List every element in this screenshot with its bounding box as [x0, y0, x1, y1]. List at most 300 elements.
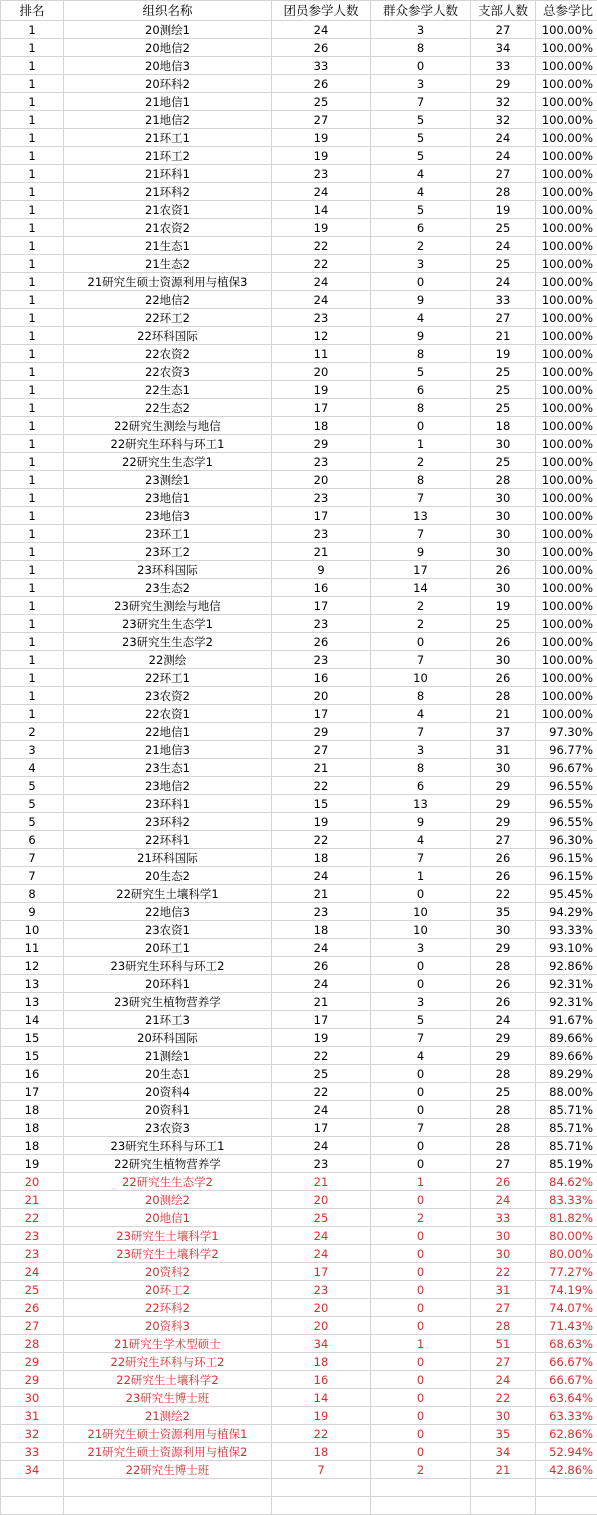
public-members-cell: 8	[371, 345, 471, 363]
league-members-cell: 26	[272, 75, 371, 93]
public-members-cell: 0	[371, 975, 471, 993]
public-members-cell: 0	[371, 957, 471, 975]
league-members-cell: 24	[272, 1245, 371, 1263]
rank-cell: 5	[1, 777, 64, 795]
public-members-cell: 0	[371, 1443, 471, 1461]
league-members-cell: 23	[272, 165, 371, 183]
participation-ratio-cell: 92.86%	[536, 957, 597, 975]
table-row	[1, 219, 597, 237]
participation-ratio-cell: 96.30%	[536, 831, 597, 849]
participation-ratio-cell: 89.66%	[536, 1029, 597, 1047]
org-name-cell: 21研究生硕士资源利用与植保2	[64, 1443, 272, 1461]
table-row	[1, 543, 597, 561]
participation-ratio-cell: 100.00%	[536, 363, 597, 381]
table-row	[1, 795, 597, 813]
participation-ratio-cell: 100.00%	[536, 219, 597, 237]
league-members-cell: 18	[272, 921, 371, 939]
branch-size-cell: 27	[471, 1299, 536, 1317]
rank-cell: 1	[1, 381, 64, 399]
org-name-cell: 21环科1	[64, 165, 272, 183]
branch-size-cell: 25	[471, 453, 536, 471]
league-members-cell: 19	[272, 219, 371, 237]
table-row	[1, 345, 597, 363]
public-members-cell: 0	[371, 1353, 471, 1371]
table-row	[1, 633, 597, 651]
rank-cell: 7	[1, 867, 64, 885]
org-name-cell: 23环科1	[64, 795, 272, 813]
org-name-cell: 21农资2	[64, 219, 272, 237]
table-row	[1, 1083, 597, 1101]
table-row	[1, 615, 597, 633]
participation-ratio-cell: 100.00%	[536, 237, 597, 255]
rank-cell: 17	[1, 1083, 64, 1101]
participation-ratio-cell: 93.33%	[536, 921, 597, 939]
public-members-cell: 4	[371, 705, 471, 723]
rank-cell: 20	[1, 1173, 64, 1191]
branch-size-cell: 29	[471, 795, 536, 813]
org-name-cell: 21环科2	[64, 183, 272, 201]
branch-size-cell: 26	[471, 975, 536, 993]
participation-ratio-cell: 100.00%	[536, 525, 597, 543]
org-name-cell: 23地信1	[64, 489, 272, 507]
table-row	[1, 1335, 597, 1353]
branch-size-cell: 25	[471, 219, 536, 237]
branch-size-cell: 30	[471, 489, 536, 507]
league-members-cell: 20	[272, 1299, 371, 1317]
public-members-cell: 5	[371, 1011, 471, 1029]
table-row	[1, 1317, 597, 1335]
branch-size-cell: 35	[471, 1425, 536, 1443]
rank-cell: 1	[1, 219, 64, 237]
participation-ratio-cell: 80.00%	[536, 1227, 597, 1245]
league-members-cell: 22	[272, 831, 371, 849]
rank-cell: 13	[1, 993, 64, 1011]
public-members-cell: 1	[371, 1173, 471, 1191]
participation-ratio-cell: 100.00%	[536, 705, 597, 723]
league-members-cell: 16	[272, 669, 371, 687]
rank-cell: 1	[1, 147, 64, 165]
table-row	[1, 489, 597, 507]
rank-cell: 34	[1, 1461, 64, 1479]
league-members-cell: 18	[272, 849, 371, 867]
org-name-cell: 22研究生环科与环工2	[64, 1353, 272, 1371]
public-members-cell: 9	[371, 543, 471, 561]
table-row	[1, 1011, 597, 1029]
branch-size-cell: 25	[471, 255, 536, 273]
table-row	[1, 1101, 597, 1119]
participation-ratio-cell: 88.00%	[536, 1083, 597, 1101]
rank-cell: 32	[1, 1425, 64, 1443]
participation-ratio-cell: 100.00%	[536, 651, 597, 669]
league-members-cell: 23	[272, 615, 371, 633]
rank-cell: 24	[1, 1263, 64, 1281]
rank-cell: 15	[1, 1029, 64, 1047]
org-name-cell: 23研究生测绘与地信	[64, 597, 272, 615]
public-members-cell: 0	[371, 1155, 471, 1173]
rank-cell: 1	[1, 615, 64, 633]
rank-cell: 1	[1, 327, 64, 345]
public-members-cell: 7	[371, 525, 471, 543]
table-row	[1, 993, 597, 1011]
rank-cell: 8	[1, 885, 64, 903]
public-members-cell: 4	[371, 183, 471, 201]
org-name-cell: 22生态2	[64, 399, 272, 417]
participation-ratio-cell: 100.00%	[536, 273, 597, 291]
league-members-cell: 19	[272, 381, 371, 399]
branch-size-cell: 19	[471, 201, 536, 219]
participation-ratio-cell: 96.15%	[536, 849, 597, 867]
public-members-cell: 0	[371, 1407, 471, 1425]
league-members-cell: 17	[272, 597, 371, 615]
participation-ratio-cell: 93.10%	[536, 939, 597, 957]
branch-size-cell: 30	[471, 543, 536, 561]
table-row	[1, 1245, 597, 1263]
participation-ratio-cell: 81.82%	[536, 1209, 597, 1227]
public-members-cell: 9	[371, 291, 471, 309]
rank-cell: 16	[1, 1065, 64, 1083]
public-members-cell: 14	[371, 579, 471, 597]
table-row	[1, 471, 597, 489]
org-name-cell: 21地信1	[64, 93, 272, 111]
branch-size-cell: 25	[471, 1083, 536, 1101]
participation-ratio-cell: 91.67%	[536, 1011, 597, 1029]
rank-cell: 1	[1, 201, 64, 219]
empty-cell	[536, 1479, 597, 1497]
table-row	[1, 687, 597, 705]
table-row	[1, 1353, 597, 1371]
league-members-cell: 17	[272, 705, 371, 723]
participation-ratio-cell: 100.00%	[536, 327, 597, 345]
table-row	[1, 597, 597, 615]
branch-size-cell: 24	[471, 273, 536, 291]
public-members-cell: 0	[371, 1317, 471, 1335]
league-members-cell: 24	[272, 867, 371, 885]
rank-cell: 6	[1, 831, 64, 849]
league-members-cell: 12	[272, 327, 371, 345]
org-name-cell: 23环工2	[64, 543, 272, 561]
league-members-cell: 23	[272, 309, 371, 327]
public-members-cell: 0	[371, 1083, 471, 1101]
league-members-cell: 19	[272, 1029, 371, 1047]
org-name-cell: 20地信2	[64, 39, 272, 57]
public-members-cell: 13	[371, 507, 471, 525]
branch-size-cell: 29	[471, 939, 536, 957]
table-row	[1, 435, 597, 453]
table-row	[1, 147, 597, 165]
public-members-cell: 3	[371, 993, 471, 1011]
branch-size-cell: 30	[471, 921, 536, 939]
public-members-cell: 7	[371, 1029, 471, 1047]
branch-size-cell: 27	[471, 309, 536, 327]
public-members-cell: 7	[371, 849, 471, 867]
rank-cell: 1	[1, 705, 64, 723]
rank-cell: 1	[1, 597, 64, 615]
branch-size-cell: 30	[471, 651, 536, 669]
empty-cell	[272, 1497, 371, 1515]
league-members-cell: 22	[272, 1425, 371, 1443]
participation-ratio-cell: 96.77%	[536, 741, 597, 759]
org-name-cell: 20生态1	[64, 1065, 272, 1083]
table-row	[1, 669, 597, 687]
league-members-cell: 24	[272, 291, 371, 309]
public-members-cell: 0	[371, 1263, 471, 1281]
org-name-cell: 20生态2	[64, 867, 272, 885]
org-name-cell: 21测绘1	[64, 1047, 272, 1065]
participation-ratio-cell: 92.31%	[536, 993, 597, 1011]
league-members-cell: 14	[272, 201, 371, 219]
rank-cell: 11	[1, 939, 64, 957]
public-members-cell: 0	[371, 633, 471, 651]
org-name-cell: 23测绘1	[64, 471, 272, 489]
public-members-cell: 7	[371, 1119, 471, 1137]
participation-ratio-cell: 94.29%	[536, 903, 597, 921]
public-members-cell: 7	[371, 723, 471, 741]
org-name-cell: 20测绘2	[64, 1191, 272, 1209]
participation-ratio-cell: 68.63%	[536, 1335, 597, 1353]
rank-cell: 18	[1, 1119, 64, 1137]
public-members-cell: 0	[371, 1227, 471, 1245]
league-members-cell: 14	[272, 1389, 371, 1407]
branch-size-cell: 37	[471, 723, 536, 741]
participation-ratio-cell: 89.66%	[536, 1047, 597, 1065]
org-name-cell: 22研究生植物营养学	[64, 1155, 272, 1173]
org-name-cell: 22环工2	[64, 309, 272, 327]
rank-cell: 1	[1, 507, 64, 525]
public-members-cell: 3	[371, 21, 471, 39]
league-members-cell: 20	[272, 1191, 371, 1209]
table-row	[1, 849, 597, 867]
branch-size-cell: 18	[471, 417, 536, 435]
header-org-name: 组织名称	[64, 1, 272, 21]
participation-ratio-cell: 100.00%	[536, 633, 597, 651]
public-members-cell: 6	[371, 381, 471, 399]
branch-size-cell: 28	[471, 687, 536, 705]
header-row	[1, 1, 597, 21]
participation-ratio-cell: 100.00%	[536, 579, 597, 597]
table-row	[1, 291, 597, 309]
org-name-cell: 22研究生土壤科学1	[64, 885, 272, 903]
branch-size-cell: 30	[471, 507, 536, 525]
table-row	[1, 777, 597, 795]
org-name-cell: 21测绘2	[64, 1407, 272, 1425]
public-members-cell: 0	[371, 1245, 471, 1263]
public-members-cell: 4	[371, 831, 471, 849]
org-name-cell: 20环科2	[64, 75, 272, 93]
participation-ratio-cell: 96.55%	[536, 777, 597, 795]
org-name-cell: 20资科2	[64, 1263, 272, 1281]
branch-size-cell: 30	[471, 759, 536, 777]
league-members-cell: 18	[272, 1443, 371, 1461]
table-row	[1, 1281, 597, 1299]
org-name-cell: 22测绘	[64, 651, 272, 669]
public-members-cell: 0	[371, 273, 471, 291]
table-row	[1, 1299, 597, 1317]
rank-cell: 3	[1, 741, 64, 759]
participation-ratio-cell: 100.00%	[536, 543, 597, 561]
league-members-cell: 15	[272, 795, 371, 813]
org-name-cell: 21环工3	[64, 1011, 272, 1029]
rank-cell: 1	[1, 579, 64, 597]
branch-size-cell: 27	[471, 1353, 536, 1371]
org-name-cell: 21农资1	[64, 201, 272, 219]
table-row	[1, 93, 597, 111]
public-members-cell: 3	[371, 75, 471, 93]
table-row	[1, 1155, 597, 1173]
branch-size-cell: 28	[471, 1065, 536, 1083]
table-row	[1, 705, 597, 723]
table-row	[1, 1209, 597, 1227]
rank-cell: 7	[1, 849, 64, 867]
rank-cell: 18	[1, 1101, 64, 1119]
league-members-cell: 7	[272, 1461, 371, 1479]
rank-cell: 9	[1, 903, 64, 921]
table-row	[1, 453, 597, 471]
org-name-cell: 21环科国际	[64, 849, 272, 867]
participation-ratio-cell: 63.64%	[536, 1389, 597, 1407]
participation-ratio-cell: 100.00%	[536, 345, 597, 363]
participation-ratio-cell: 96.67%	[536, 759, 597, 777]
rank-cell: 1	[1, 273, 64, 291]
public-members-cell: 9	[371, 813, 471, 831]
public-members-cell: 8	[371, 687, 471, 705]
branch-size-cell: 24	[471, 1371, 536, 1389]
org-name-cell: 22研究生生态学1	[64, 453, 272, 471]
table-row	[1, 21, 597, 39]
participation-ratio-cell: 100.00%	[536, 453, 597, 471]
org-name-cell: 22研究生环科与环工1	[64, 435, 272, 453]
league-members-cell: 16	[272, 1371, 371, 1389]
branch-size-cell: 25	[471, 363, 536, 381]
empty-cell	[371, 1497, 471, 1515]
branch-size-cell: 28	[471, 183, 536, 201]
rank-cell: 15	[1, 1047, 64, 1065]
rank-cell: 1	[1, 543, 64, 561]
league-members-cell: 21	[272, 885, 371, 903]
table-row	[1, 1119, 597, 1137]
rank-cell: 21	[1, 1191, 64, 1209]
league-members-cell: 17	[272, 399, 371, 417]
header-league-members: 团员参学人数	[272, 1, 371, 21]
league-members-cell: 23	[272, 489, 371, 507]
table-row	[1, 921, 597, 939]
table-body	[1, 21, 597, 1515]
table-row	[1, 1371, 597, 1389]
org-name-cell: 22环科国际	[64, 327, 272, 345]
org-name-cell: 23研究生环科与环工2	[64, 957, 272, 975]
participation-ratio-cell: 96.55%	[536, 813, 597, 831]
branch-size-cell: 30	[471, 1407, 536, 1425]
table-row	[1, 723, 597, 741]
branch-size-cell: 28	[471, 1101, 536, 1119]
participation-ratio-cell: 100.00%	[536, 669, 597, 687]
org-name-cell: 21研究生硕士资源利用与植保1	[64, 1425, 272, 1443]
org-name-cell: 21环工2	[64, 147, 272, 165]
public-members-cell: 3	[371, 741, 471, 759]
org-name-cell: 23环科2	[64, 813, 272, 831]
branch-size-cell: 31	[471, 741, 536, 759]
public-members-cell: 6	[371, 219, 471, 237]
public-members-cell: 2	[371, 1461, 471, 1479]
public-members-cell: 1	[371, 435, 471, 453]
public-members-cell: 10	[371, 669, 471, 687]
league-members-cell: 18	[272, 417, 371, 435]
participation-ratio-cell: 66.67%	[536, 1371, 597, 1389]
public-members-cell: 1	[371, 1335, 471, 1353]
rank-cell: 1	[1, 471, 64, 489]
public-members-cell: 1	[371, 867, 471, 885]
rank-cell: 1	[1, 129, 64, 147]
org-name-cell: 21研究生硕士资源利用与植保3	[64, 273, 272, 291]
participation-ratio-cell: 63.33%	[536, 1407, 597, 1425]
participation-ratio-cell: 100.00%	[536, 111, 597, 129]
participation-ratio-cell: 100.00%	[536, 21, 597, 39]
table-row	[1, 507, 597, 525]
public-members-cell: 0	[371, 885, 471, 903]
org-name-cell: 22农资3	[64, 363, 272, 381]
rank-cell: 1	[1, 525, 64, 543]
participation-ratio-cell: 100.00%	[536, 165, 597, 183]
public-members-cell: 0	[371, 1389, 471, 1407]
branch-size-cell: 19	[471, 597, 536, 615]
branch-size-cell: 25	[471, 399, 536, 417]
table-row	[1, 309, 597, 327]
rank-cell: 22	[1, 1209, 64, 1227]
public-members-cell: 0	[371, 1371, 471, 1389]
branch-size-cell: 26	[471, 633, 536, 651]
table-row	[1, 327, 597, 345]
public-members-cell: 8	[371, 399, 471, 417]
participation-ratio-cell: 42.86%	[536, 1461, 597, 1479]
table-row	[1, 939, 597, 957]
branch-size-cell: 30	[471, 579, 536, 597]
public-members-cell: 0	[371, 1299, 471, 1317]
participation-ratio-cell: 100.00%	[536, 183, 597, 201]
rank-cell: 28	[1, 1335, 64, 1353]
participation-ratio-cell: 100.00%	[536, 687, 597, 705]
org-name-cell: 22地信2	[64, 291, 272, 309]
table-row	[1, 1407, 597, 1425]
rank-cell: 19	[1, 1155, 64, 1173]
table-row	[1, 1047, 597, 1065]
participation-ratio-cell: 100.00%	[536, 417, 597, 435]
header-branch-size: 支部人数	[471, 1, 536, 21]
participation-ratio-cell: 66.67%	[536, 1353, 597, 1371]
league-members-cell: 20	[272, 1317, 371, 1335]
league-members-cell: 24	[272, 273, 371, 291]
public-members-cell: 3	[371, 255, 471, 273]
branch-size-cell: 34	[471, 1443, 536, 1461]
participation-ratio-cell: 100.00%	[536, 399, 597, 417]
org-name-cell: 21环工1	[64, 129, 272, 147]
public-members-cell: 5	[371, 201, 471, 219]
empty-cell	[272, 1479, 371, 1497]
table-row	[1, 57, 597, 75]
rank-cell: 4	[1, 759, 64, 777]
org-name-cell: 22环科1	[64, 831, 272, 849]
branch-size-cell: 24	[471, 1011, 536, 1029]
rank-cell: 1	[1, 633, 64, 651]
league-members-cell: 16	[272, 579, 371, 597]
league-members-cell: 27	[272, 741, 371, 759]
org-name-cell: 23环科国际	[64, 561, 272, 579]
participation-ratio-cell: 100.00%	[536, 39, 597, 57]
table-row	[1, 525, 597, 543]
org-name-cell: 23生态2	[64, 579, 272, 597]
header-public-members: 群众参学人数	[371, 1, 471, 21]
branch-size-cell: 27	[471, 1155, 536, 1173]
table-row	[1, 561, 597, 579]
rank-cell: 1	[1, 399, 64, 417]
